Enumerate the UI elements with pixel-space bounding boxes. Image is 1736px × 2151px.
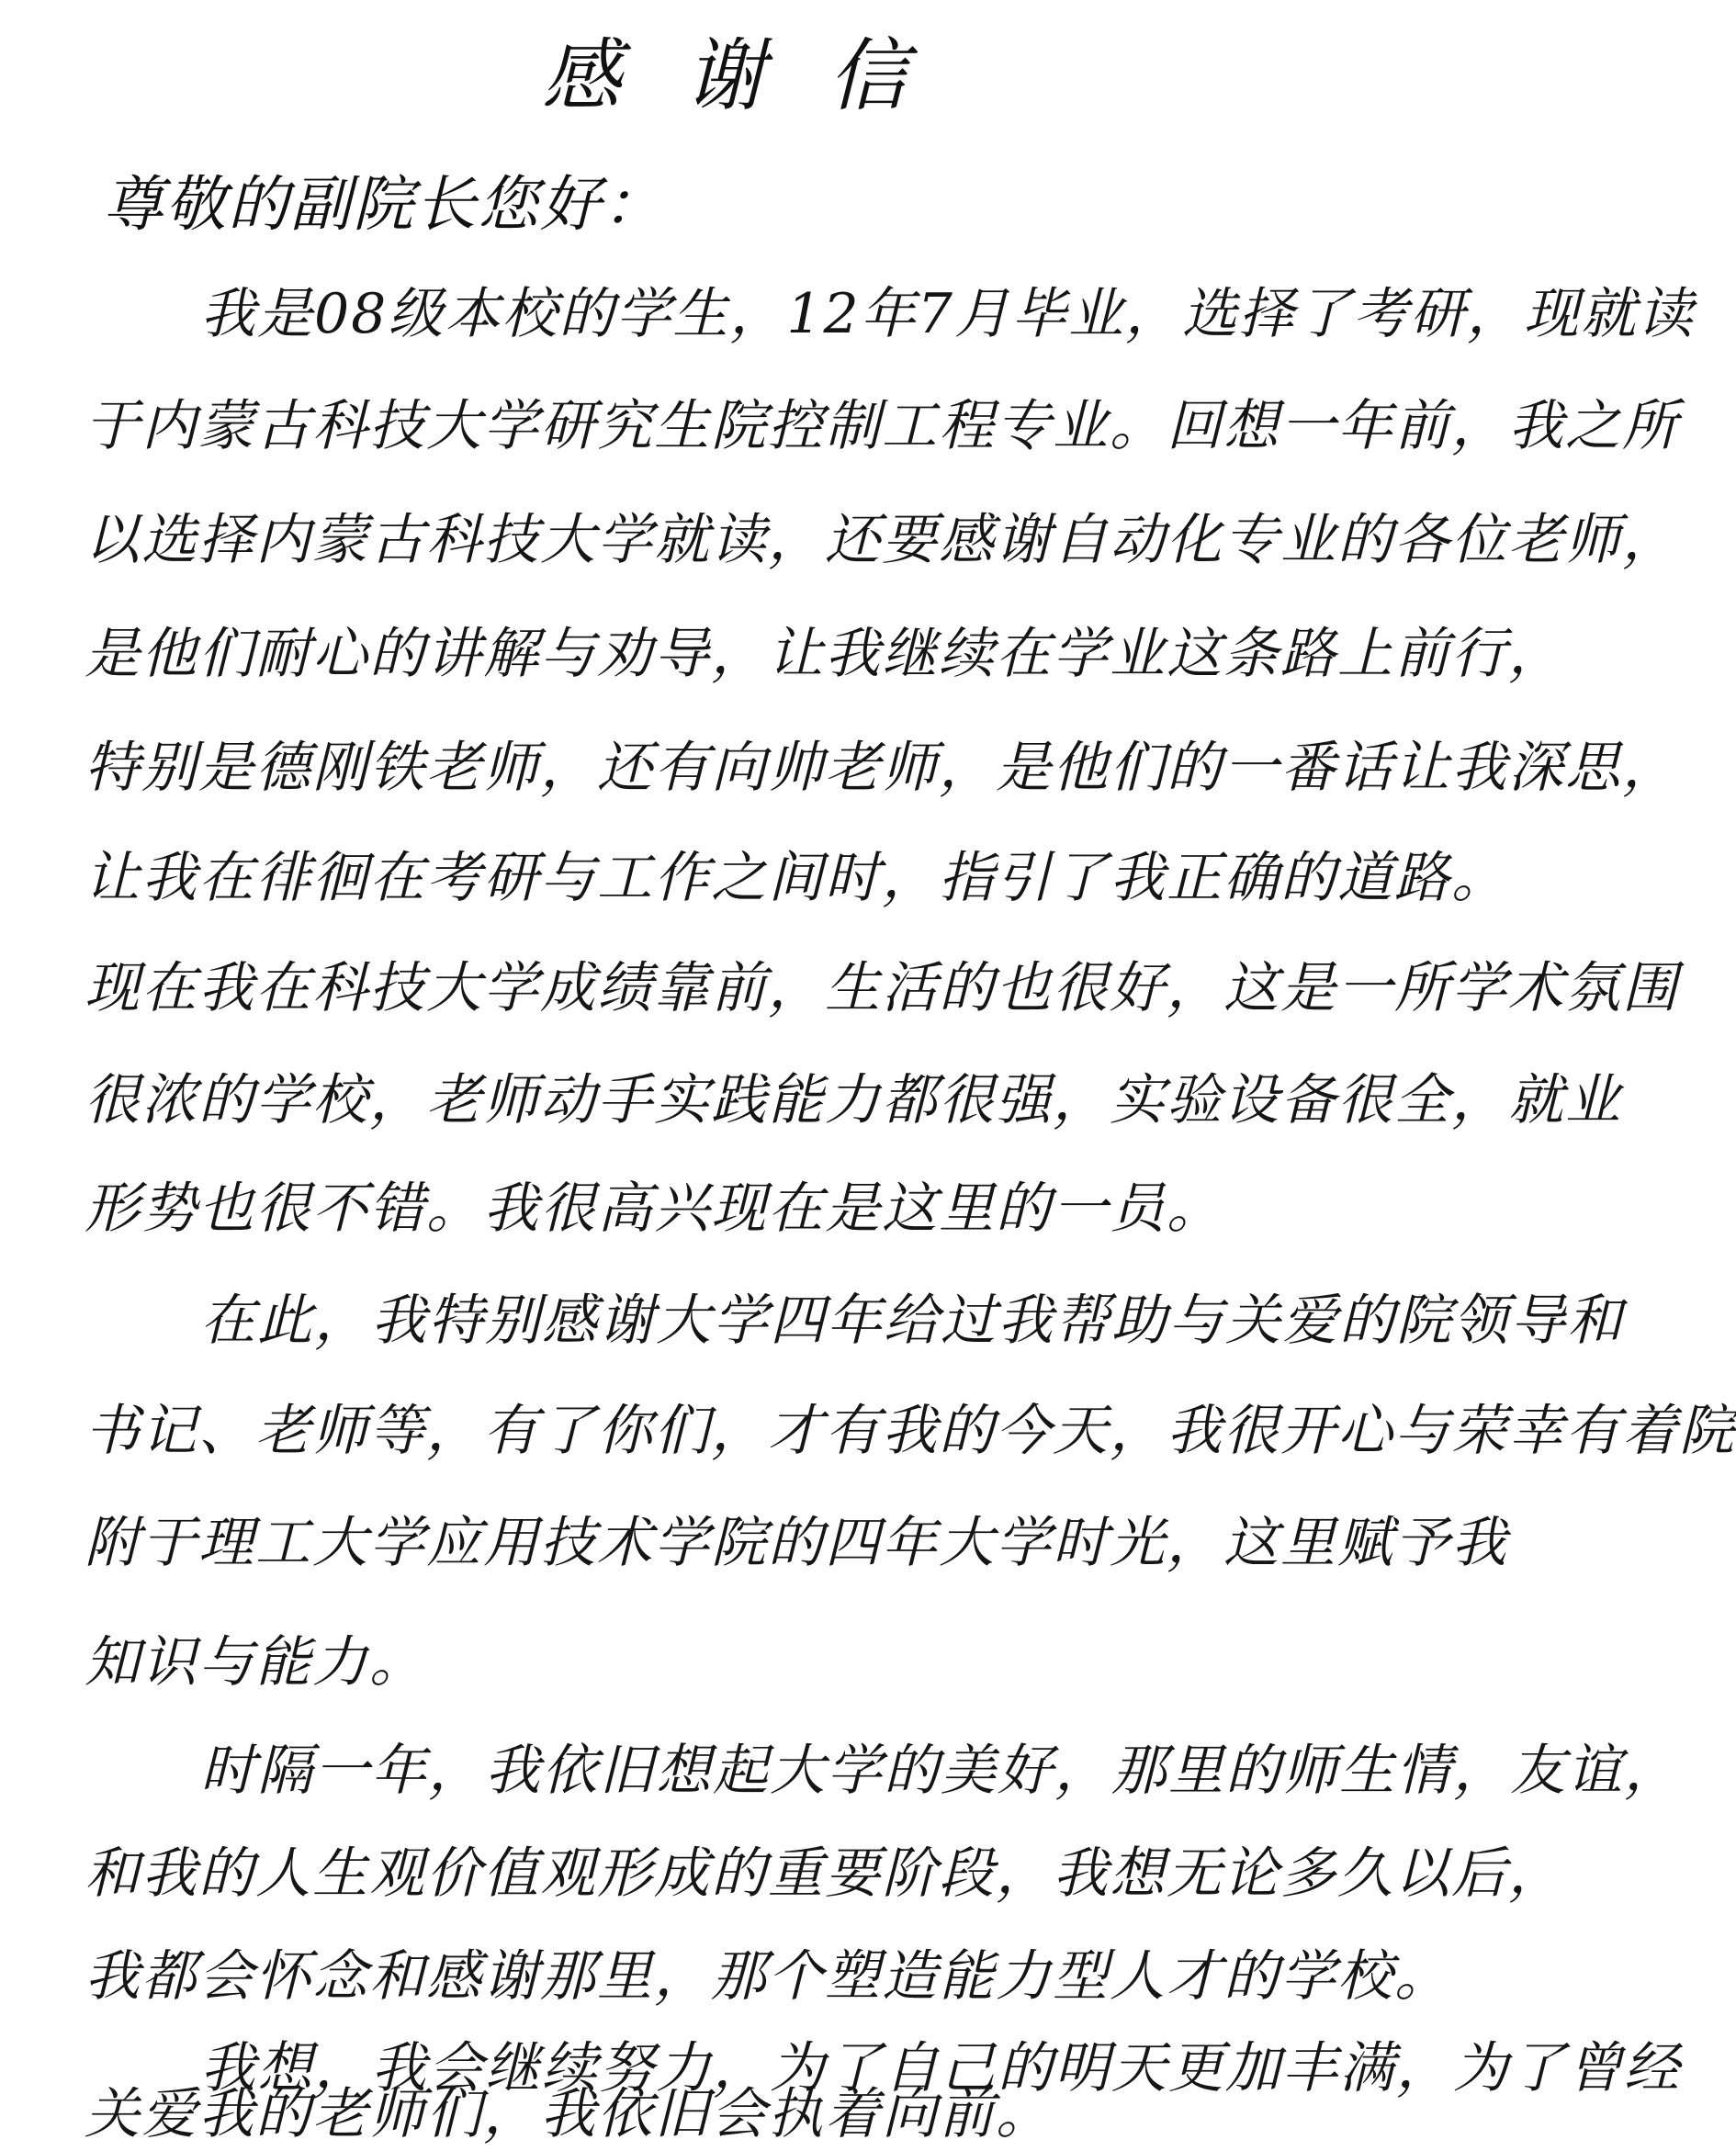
letter-line: 我是08级本校的学生，12年7月毕业，选择了考研，现就读 <box>200 282 1695 346</box>
letter-title: 感谢信 <box>542 30 972 122</box>
letter-line: 让我在徘徊在考研与工作之间时，指引了我正确的道路。 <box>85 846 1508 910</box>
letter-line: 现在我在科技大学成绩靠前，生活的也很好，这是一所学术氛围 <box>85 956 1679 1020</box>
letter-line: 我想，我会继续努力，为了自己的明天更加丰满，为了曾经 <box>200 2036 1681 2100</box>
letter-line: 知识与能力。 <box>85 1630 426 1695</box>
letter-line: 和我的人生观价值观形成的重要阶段，我想无论多久以后， <box>85 1841 1565 1906</box>
letter-salutation: 尊敬的副院长您好： <box>103 169 665 240</box>
letter-line: 时隔一年，我依旧想起大学的美好，那里的师生情，友谊， <box>200 1739 1681 1803</box>
letter-line: 我都会怀念和感谢那里，那个塑造能力型人才的学校。 <box>85 1944 1451 2009</box>
letter-line: 是他们耐心的讲解与劝导，让我继续在学业这条路上前行， <box>85 622 1565 686</box>
letter-line: 书记、老师等，有了你们，才有我的今天，我很开心与荣幸有着院 <box>85 1399 1736 1463</box>
letter-line: 在此，我特别感谢大学四年给过我帮助与关爱的院领导和 <box>200 1289 1624 1353</box>
letter-line: 附于理工大学应用技术学院的四年大学时光，这里赋予我 <box>85 1511 1508 1575</box>
letter-line: 以选择内蒙古科技大学就读，还要感谢自动化专业的各位老师， <box>85 508 1679 572</box>
letter-line: 很浓的学校，老师动手实践能力都很强，实验设备很全，就业 <box>85 1068 1622 1132</box>
letter-line: 形势也很不错。我很高兴现在是这里的一员。 <box>85 1177 1223 1241</box>
letter-line: 于内蒙古科技大学研究生院控制工程专业。回想一年前，我之所 <box>85 394 1679 458</box>
letter-line: 关爱我的老师们，我依旧会执着向前。 <box>85 2082 1053 2146</box>
letter-line: 特别是德刚铁老师，还有向帅老师，是他们的一番话让我深思， <box>85 736 1679 800</box>
